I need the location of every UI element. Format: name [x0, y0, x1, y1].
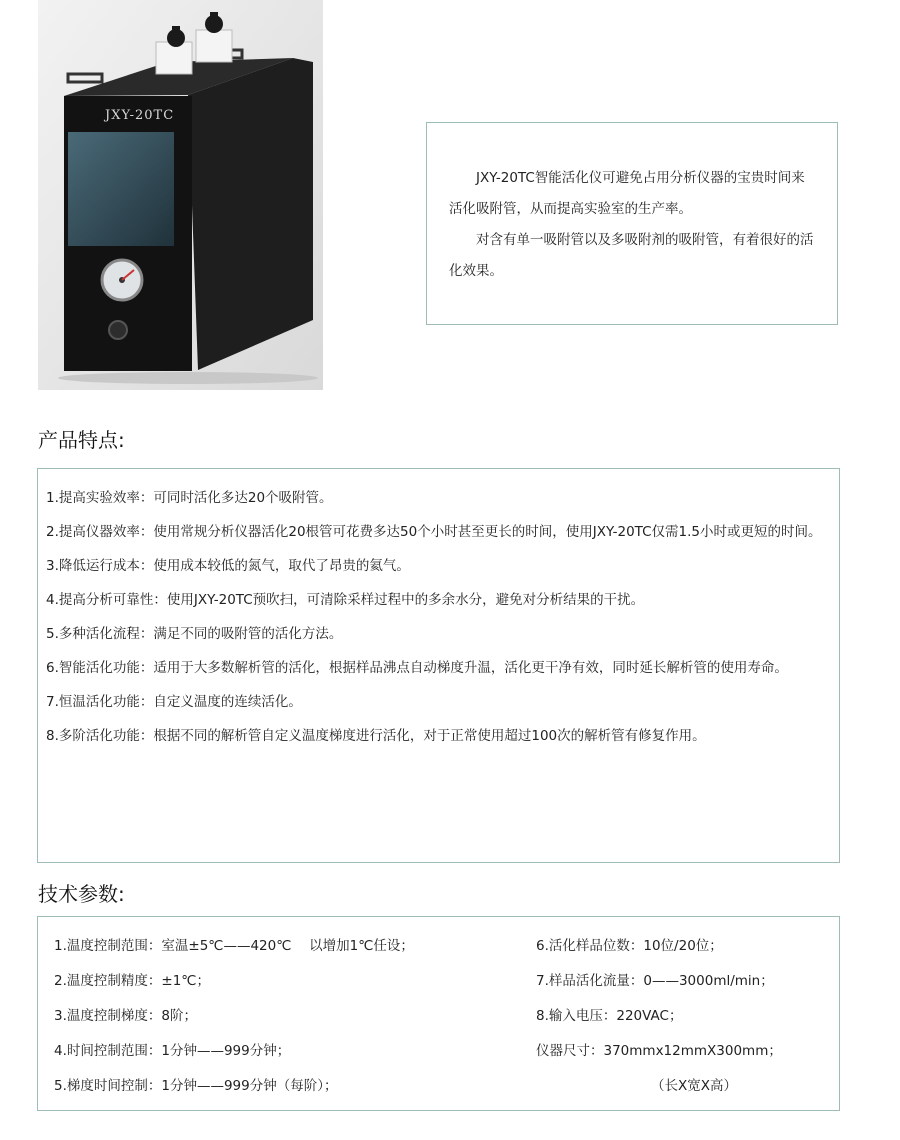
device-model-label: JXY-20TC	[105, 108, 175, 123]
intro-paragraph-2: 对含有单一吸附管以及多吸附剂的吸附管，有着很好的活化效果。	[449, 232, 814, 279]
spec-item: 2.温度控制精度：±1℃；	[54, 973, 210, 989]
intro-paragraph-1: JXY-20TC智能活化仪可避免占用分析仪器的宝贵时间来活化吸附管，从而提高实验室的生产率。	[449, 170, 805, 217]
spec-item: 3.温度控制梯度：8阶；	[54, 1008, 197, 1024]
spec-item: （长X宽X高）	[651, 1078, 737, 1094]
intro-box	[426, 122, 838, 325]
spec-item: 8.输入电压：220VAC；	[536, 1008, 683, 1024]
specs-box	[37, 916, 840, 1111]
spec-row	[46, 999, 831, 1034]
feature-item: 5.多种活化流程：满足不同的吸附管的活化方法。	[46, 626, 343, 642]
spec-item: 1.温度控制范围：室温±5℃——420℃ 以增加1℃任设；	[54, 938, 414, 954]
feature-item: 4.提高分析可靠性：使用JXY-20TC预吹扫，可清除采样过程中的多余水分，避免对分析结果的干扰。	[46, 592, 645, 608]
spec-row	[46, 1034, 831, 1069]
feature-item: 7.恒温活化功能：自定义温度的连续活化。	[46, 694, 302, 710]
specs-heading: 技术参数:	[38, 882, 125, 906]
spec-row	[46, 929, 831, 964]
spec-item: 仪器尺寸：370mmx12mmX300mm；	[536, 1043, 782, 1059]
product-photo	[38, 0, 323, 390]
spec-item: 7.样品活化流量：0——3000ml/min；	[536, 973, 774, 989]
feature-item: 6.智能活化功能：适用于大多数解析管的活化，根据样品沸点自动梯度升温，活化更干净有效，同时延长解析管的使用寿命。	[46, 660, 788, 676]
device-illustration	[38, 0, 323, 390]
feature-item: 8.多阶活化功能：根据不同的解析管自定义温度梯度进行活化，对于正常使用超过100次的解析管有修复作用。	[46, 728, 706, 744]
feature-item: 3.降低运行成本：使用成本较低的氮气，取代了昂贵的氦气。	[46, 558, 410, 574]
spec-item: 4.时间控制范围：1分钟——999分钟；	[54, 1043, 291, 1059]
spec-item: 6.活化样品位数：10位/20位；	[536, 938, 723, 954]
spec-row	[46, 1069, 831, 1104]
feature-item: 1.提高实验效率：可同时活化多达20个吸附管。	[46, 490, 333, 506]
features-heading: 产品特点:	[38, 428, 125, 452]
spec-row	[46, 964, 831, 999]
features-box	[37, 468, 840, 863]
spec-item: 5.梯度时间控制：1分钟——999分钟（每阶）；	[54, 1078, 338, 1094]
feature-item: 2.提高仪器效率：使用常规分析仪器活化20根管可花费多达50个小时甚至更长的时间，使用JXY-20TC仅需1.5小时或更短的时间。	[46, 524, 822, 540]
